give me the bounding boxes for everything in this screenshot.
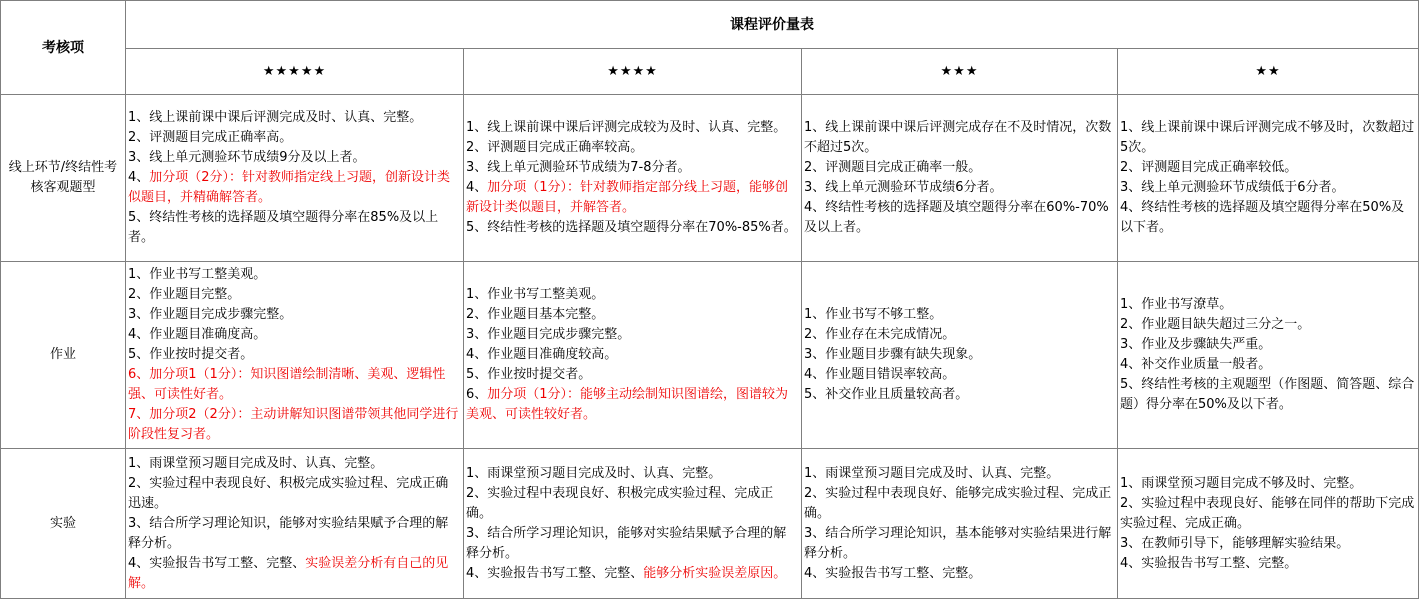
criterion-line — [128, 554, 461, 594]
bonus-text: 7、加分项2（2分）：主动讲解知识图谱带领其他同学进行阶段性复习者。 — [128, 407, 459, 442]
criterion-text: 4、 — [466, 180, 488, 195]
criterion-text: 3、作业题目完成步骤完整。 — [466, 327, 631, 342]
criterion-text: 1、雨课堂预习题目完成不够及时、完整。 — [1120, 475, 1363, 491]
criterion-text: 2、作业题目缺失超过三分之一。 — [1120, 317, 1311, 332]
criterion-line — [804, 345, 1115, 365]
row-label-online-objective: 线上环节/终结性考核客观题型 — [1, 95, 126, 262]
criteria-cell-homework-level-4 — [464, 262, 802, 449]
criterion-text: 1、作业书写不够工整。 — [804, 307, 943, 322]
criterion-line — [804, 365, 1115, 385]
criterion-text: 5、终结性考核的选择题及填空题得分率在85%及以上者。 — [128, 210, 439, 245]
criterion-text: 4、实验报告书写工整、完整。 — [804, 565, 982, 581]
criterion-line — [1120, 554, 1416, 574]
criterion-text: 4、实验报告书写工整、完整、 — [466, 565, 644, 581]
criterion-text: 4、实验报告书写工整、完整。 — [1120, 555, 1298, 571]
criterion-line — [466, 138, 799, 158]
bonus-text: 能够分析实验误差原因。 — [643, 565, 787, 581]
criterion-line — [466, 564, 799, 584]
criterion-line — [804, 305, 1115, 325]
criterion-line — [128, 285, 461, 305]
criteria-cell-homework-level-2 — [1118, 262, 1419, 449]
criterion-text: 3、结合所学习理论知识，能够对实验结果赋予合理的解释分析。 — [128, 515, 449, 551]
criterion-line — [128, 325, 461, 345]
criterion-text: 2、作业题目完整。 — [128, 287, 241, 302]
criterion-text: 6、 — [466, 387, 488, 402]
criterion-line — [1120, 335, 1416, 355]
criterion-text: 5、作业按时提交者。 — [466, 367, 592, 382]
criterion-text: 3、线上单元测验环节成绩低于6分者。 — [1120, 180, 1345, 195]
row-label-homework: 作业 — [1, 262, 126, 449]
criterion-text: 3、线上单元测验环节成绩9分及以上者。 — [128, 150, 366, 165]
criterion-text: 3、线上单元测验环节成绩6分者。 — [804, 180, 1003, 195]
bonus-text: 加分项（1分）：能够主动绘制知识图谱绘，图谱较为美观、可读性较好者。 — [466, 387, 789, 422]
criterion-text: 5、作业按时提交者。 — [128, 347, 254, 362]
criterion-text: 2、实验过程中表现良好、积极完成实验过程、完成正确迅速。 — [128, 475, 449, 511]
criterion-text: 4、终结性考核的选择题及填空题得分率在50%及以下者。 — [1120, 200, 1405, 235]
criterion-line — [466, 365, 799, 385]
criterion-text: 3、结合所学习理论知识，基本能够对实验结果进行解释分析。 — [804, 525, 1112, 561]
criterion-text: 3、作业题目完成步骤完整。 — [128, 307, 293, 322]
criterion-line — [128, 365, 461, 405]
criterion-text: 4、补交作业质量一般者。 — [1120, 357, 1272, 372]
criteria-cell-online-objective-level-5 — [126, 95, 464, 262]
criterion-line — [804, 178, 1115, 198]
criterion-text: 1、线上课前课中课后评测完成不够及时，次数超过5次。 — [1120, 120, 1415, 155]
bonus-text: 加分项（1分）：针对教师指定部分线上习题，能够创新设计类似题目，并解答者。 — [466, 180, 789, 215]
criterion-line — [804, 464, 1115, 484]
level-2-stars: ★★ — [1118, 49, 1419, 95]
criterion-line — [466, 524, 799, 564]
criterion-text: 1、作业书写工整美观。 — [466, 287, 605, 302]
criteria-cell-homework-level-3 — [802, 262, 1118, 449]
criterion-text: 1、作业书写工整美观。 — [128, 267, 267, 282]
criterion-text: 5、补交作业且质量较高者。 — [804, 387, 969, 402]
criterion-line — [1120, 178, 1416, 198]
table-row-experiment — [1, 449, 1419, 599]
criterion-line — [128, 305, 461, 325]
bonus-text: 6、加分项1（1分）：知识图谱绘制清晰、美观、逻辑性强、可读性好者。 — [128, 367, 446, 402]
criterion-text: 2、作业存在未完成情况。 — [804, 327, 956, 342]
criterion-line — [1120, 198, 1416, 238]
table-title: 课程评价量表 — [126, 1, 1419, 49]
criterion-line — [128, 405, 461, 445]
criterion-line — [466, 325, 799, 345]
criterion-line — [466, 345, 799, 365]
criterion-text: 3、作业及步骤缺失严重。 — [1120, 337, 1272, 352]
criterion-text: 3、在教师引导下，能够理解实验结果。 — [1120, 535, 1350, 551]
criterion-line — [128, 168, 461, 208]
criterion-line — [1120, 295, 1416, 315]
criterion-line — [1120, 534, 1416, 554]
criteria-cell-experiment-level-4 — [464, 449, 802, 599]
criterion-line — [1120, 474, 1416, 494]
criteria-cell-homework-level-5 — [126, 262, 464, 449]
criterion-text: 4、 — [128, 170, 150, 185]
criterion-line — [128, 265, 461, 285]
criterion-line — [466, 118, 799, 138]
criterion-text: 4、作业题目准确度高。 — [128, 327, 267, 342]
criterion-line — [804, 198, 1115, 238]
level-3-stars: ★★★ — [802, 49, 1118, 95]
criterion-line — [466, 484, 799, 524]
criterion-line — [1120, 494, 1416, 534]
criteria-cell-online-objective-level-2 — [1118, 95, 1419, 262]
criteria-cell-experiment-level-5 — [126, 449, 464, 599]
criterion-text: 2、实验过程中表现良好、能够在同伴的帮助下完成实验过程、完成正确。 — [1120, 495, 1415, 531]
criterion-line — [128, 454, 461, 474]
criterion-text: 2、评测题目完成正确率高。 — [128, 130, 293, 145]
criterion-line — [466, 385, 799, 425]
criterion-text: 1、雨课堂预习题目完成及时、认真、完整。 — [466, 465, 722, 481]
criterion-text: 2、实验过程中表现良好、积极完成实验过程、完成正确。 — [466, 485, 774, 521]
criteria-cell-online-objective-level-3 — [802, 95, 1118, 262]
assessment-item-header: 考核项 — [1, 1, 126, 95]
criterion-text: 2、评测题目完成正确率一般。 — [804, 160, 982, 175]
criterion-text: 1、作业书写潦草。 — [1120, 297, 1233, 312]
criterion-text: 4、作业题目准确度较高。 — [466, 347, 618, 362]
criterion-line — [128, 345, 461, 365]
criterion-text: 2、作业题目基本完整。 — [466, 307, 605, 322]
criterion-line — [1120, 158, 1416, 178]
criterion-text: 3、结合所学习理论知识，能够对实验结果赋予合理的解释分析。 — [466, 525, 787, 561]
criterion-line — [128, 474, 461, 514]
criteria-cell-experiment-level-3 — [802, 449, 1118, 599]
criterion-line — [128, 148, 461, 168]
criterion-line — [804, 484, 1115, 524]
criterion-line — [804, 524, 1115, 564]
criterion-line — [804, 385, 1115, 405]
criterion-text: 5、终结性考核的主观题型（作图题、简答题、综合题）得分率在50%及以下者。 — [1120, 377, 1415, 412]
criterion-line — [804, 564, 1115, 584]
table-row-homework — [1, 262, 1419, 449]
table-row-online-objective — [1, 95, 1419, 262]
criterion-line — [466, 285, 799, 305]
criterion-line — [1120, 118, 1416, 158]
criterion-line — [128, 128, 461, 148]
criterion-text: 5、终结性考核的选择题及填空题得分率在70%-85%者。 — [466, 220, 797, 235]
criterion-line — [804, 325, 1115, 345]
criterion-line — [128, 514, 461, 554]
criterion-line — [466, 178, 799, 218]
criterion-text: 2、实验过程中表现良好、能够完成实验过程、完成正确。 — [804, 485, 1112, 521]
level-5-stars: ★★★★★ — [126, 49, 464, 95]
level-4-stars: ★★★★ — [464, 49, 802, 95]
criterion-line — [1120, 375, 1416, 415]
criterion-line — [1120, 355, 1416, 375]
criterion-text: 4、实验报告书写工整、完整、 — [128, 555, 306, 571]
criterion-line — [128, 208, 461, 248]
criterion-line — [1120, 315, 1416, 335]
row-label-experiment: 实验 — [1, 449, 126, 599]
criteria-cell-online-objective-level-4 — [464, 95, 802, 262]
criterion-text: 1、线上课前课中课后评测完成较为及时、认真、完整。 — [466, 120, 787, 135]
criterion-text: 4、终结性考核的选择题及填空题得分率在60%-70%及以上者。 — [804, 200, 1109, 235]
criterion-line — [466, 305, 799, 325]
criterion-line — [804, 118, 1115, 158]
criterion-line — [466, 218, 799, 238]
criterion-text: 1、线上课前课中课后评测完成及时、认真、完整。 — [128, 110, 423, 125]
criteria-cell-experiment-level-2 — [1118, 449, 1419, 599]
bonus-text: 实验误差分析有自己的见解。 — [128, 555, 449, 591]
criterion-text: 4、作业题目错误率较高。 — [804, 367, 956, 382]
criterion-text: 1、雨课堂预习题目完成及时、认真、完整。 — [804, 465, 1060, 481]
criterion-text: 2、评测题目完成正确率较低。 — [1120, 160, 1298, 175]
criterion-text: 1、雨课堂预习题目完成及时、认真、完整。 — [128, 455, 384, 471]
criterion-text: 3、作业题目步骤有缺失现象。 — [804, 347, 982, 362]
bonus-text: 加分项（2分）：针对教师指定线上习题，创新设计类似题目，并精确解答者。 — [128, 170, 451, 205]
criterion-line — [466, 464, 799, 484]
criterion-line — [804, 158, 1115, 178]
criterion-text: 1、线上课前课中课后评测完成存在不及时情况，次数不超过5次。 — [804, 120, 1112, 155]
criterion-line — [466, 158, 799, 178]
criterion-line — [128, 108, 461, 128]
criterion-text: 2、评测题目完成正确率较高。 — [466, 140, 644, 155]
criterion-text: 3、线上单元测验环节成绩为7-8分者。 — [466, 160, 691, 175]
